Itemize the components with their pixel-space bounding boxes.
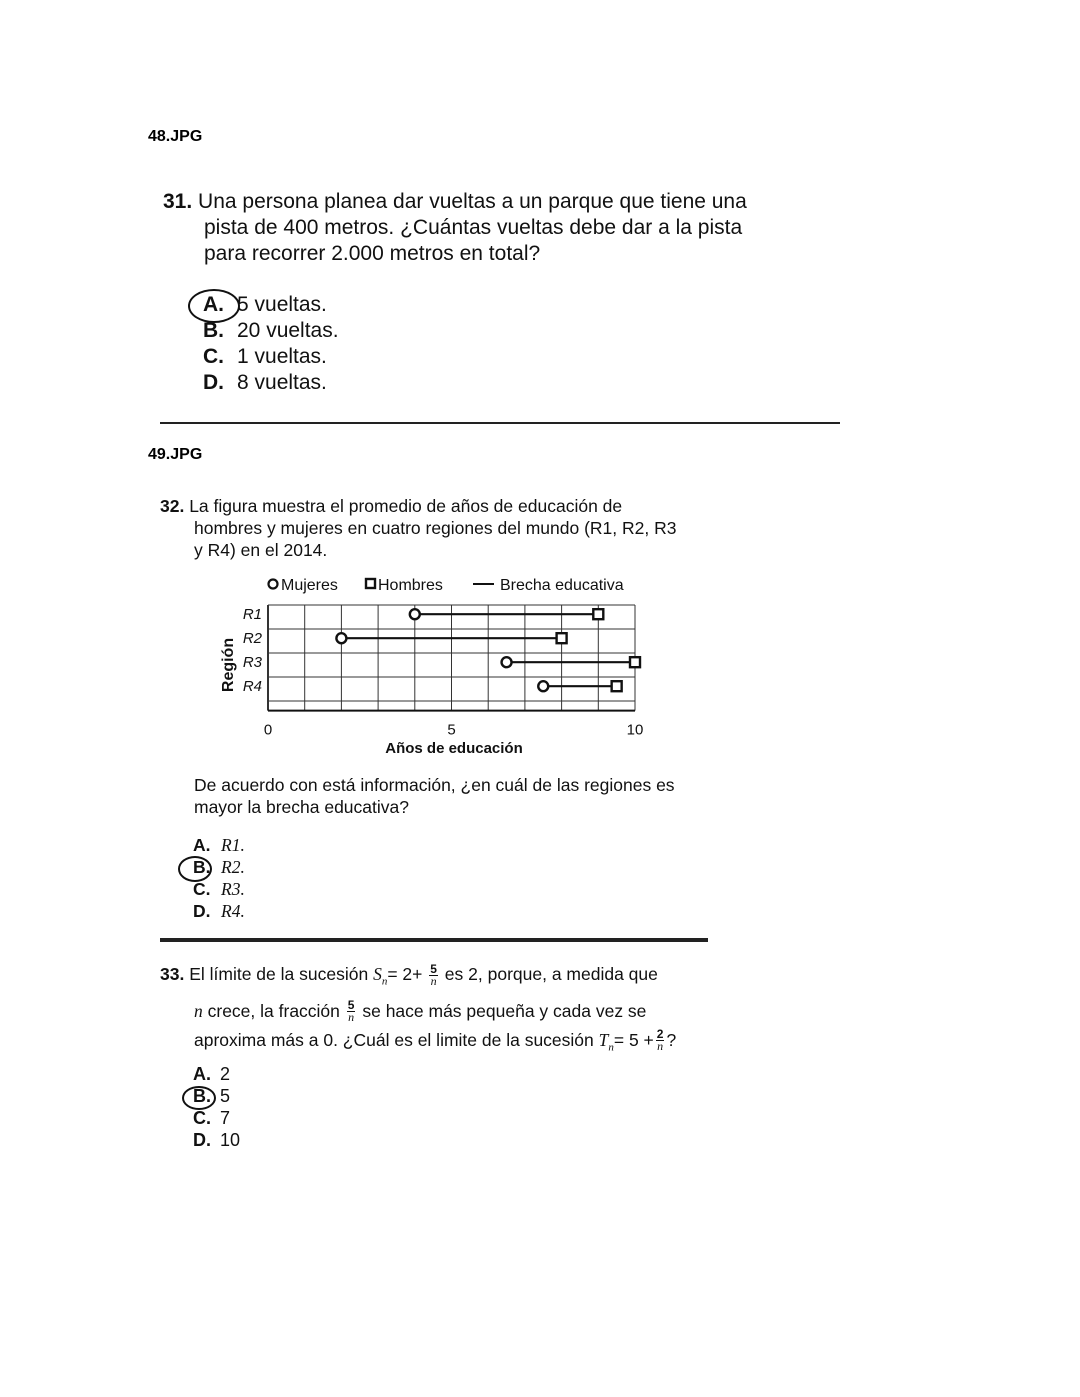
point-mujeres: [336, 633, 346, 643]
file-label-49: 49.JPG: [148, 446, 203, 463]
q33-line-1b: es 2, porque, a medida que: [444, 964, 658, 984]
q32-question-line-2: mayor la brecha educativa?: [194, 797, 409, 817]
q32-line-1: La figura muestra el promedio de años de educación de: [189, 496, 623, 516]
x-tick-label: 10: [626, 721, 644, 739]
q32-line-2: hombres y mujeres en cuatro regiones del mundo (R1, R2, R3: [194, 518, 677, 538]
point-hombres: [612, 681, 622, 691]
point-hombres: [630, 657, 640, 667]
legend-hombres: Hombres: [378, 577, 443, 594]
q31-option-a[interactable]: A. 5 vueltas.: [203, 293, 327, 316]
q33-option-b[interactable]: B. 5: [193, 1086, 231, 1106]
q31-line-1: Una persona planea dar vueltas a un parque que tiene una: [198, 190, 747, 213]
q31-option-b[interactable]: B. 20 vueltas.: [203, 319, 339, 342]
q33-eq-s: = 2+: [387, 964, 423, 984]
q33-option-d[interactable]: D. 10: [193, 1130, 241, 1150]
point-mujeres: [502, 657, 512, 667]
q33-fraction-1: $\frac{5}{n}$: [430, 961, 437, 988]
point-hombres: [557, 633, 567, 643]
y-tick-label: R2: [242, 630, 262, 648]
q33-sub-n: n: [381, 975, 388, 988]
chart-legend: [269, 577, 624, 594]
point-mujeres: [410, 609, 420, 619]
divider-2: [160, 938, 708, 942]
q31-line-2: pista de 400 metros. ¿Cuántas vueltas debe dar a la pista: [204, 216, 743, 239]
q33-eq-t: = 5 +: [613, 1029, 654, 1050]
q33-fraction-3: $\frac{2}{n}$: [656, 1027, 664, 1054]
y-axis-label: Región: [220, 637, 237, 693]
q33-sub-n-2: n: [608, 1041, 614, 1053]
q33-line-1a: El límite de la sucesión: [189, 964, 369, 984]
q32-question: [194, 774, 724, 818]
q32-number: 32.: [160, 496, 185, 516]
q32-answer-mark: [178, 856, 212, 882]
q33-qmark: ?: [666, 1029, 677, 1050]
q32-option-c[interactable]: C. R3.: [193, 879, 245, 899]
x-tick-label: 0: [263, 721, 273, 739]
q32-option-d[interactable]: D. R4.: [193, 901, 245, 921]
q32-question-line-1: De acuerdo con está información, ¿en cuál de las regiones es: [194, 775, 675, 795]
education-chart: [200, 565, 670, 765]
x-axis-label: Años de educación: [385, 740, 523, 757]
legend-mujeres-icon: [269, 580, 278, 589]
q32-option-a[interactable]: A. R1.: [193, 835, 245, 855]
q33-line-2a: crece, la fracción: [207, 1000, 340, 1021]
q31-answer-mark: [188, 289, 240, 323]
q33-seq-s: S: [373, 964, 382, 984]
q33-number: 33.: [160, 964, 185, 984]
q33-seq-t: T: [598, 1029, 609, 1050]
q33-line-3a: aproxima más a 0. ¿Cuál es el limite de la sucesión: [194, 1029, 594, 1050]
legend-hombres-icon: [366, 579, 375, 588]
file-label-48: 48.JPG: [148, 128, 203, 145]
q32-line-3: y R4) en el 2014.: [194, 540, 328, 560]
y-tick-label: R4: [242, 678, 262, 696]
y-tick-label: R3: [242, 654, 262, 672]
point-hombres: [593, 609, 603, 619]
q32-option-b[interactable]: B. R2.: [193, 857, 245, 877]
q31-line-3: para recorrer 2.000 metros en total?: [204, 242, 541, 265]
legend-brecha: Brecha educativa: [500, 577, 624, 594]
q33-var-n: n: [194, 1000, 203, 1021]
q33-option-a[interactable]: A. 2: [193, 1064, 231, 1084]
q33-answer-mark: [182, 1086, 216, 1110]
x-tick-label: 5: [447, 721, 456, 739]
q33-option-c[interactable]: C. 7: [193, 1108, 231, 1128]
q33-line-2b: se hace más pequeña y cada vez se: [362, 1000, 647, 1021]
q31-number: 31.: [163, 190, 193, 213]
plot-area: [243, 605, 644, 739]
divider-1: [160, 422, 840, 424]
legend-mujeres: Mujeres: [281, 577, 338, 594]
question-31: [163, 189, 853, 267]
question-33: [160, 960, 720, 1062]
point-mujeres: [538, 681, 548, 691]
question-32: [160, 495, 720, 561]
q31-option-d[interactable]: D. 8 vueltas.: [203, 371, 327, 394]
q31-option-c[interactable]: C. 1 vueltas.: [203, 345, 327, 368]
q33-fraction-2: $\frac{5}{n}$: [347, 998, 355, 1025]
y-tick-label: R1: [242, 606, 262, 624]
